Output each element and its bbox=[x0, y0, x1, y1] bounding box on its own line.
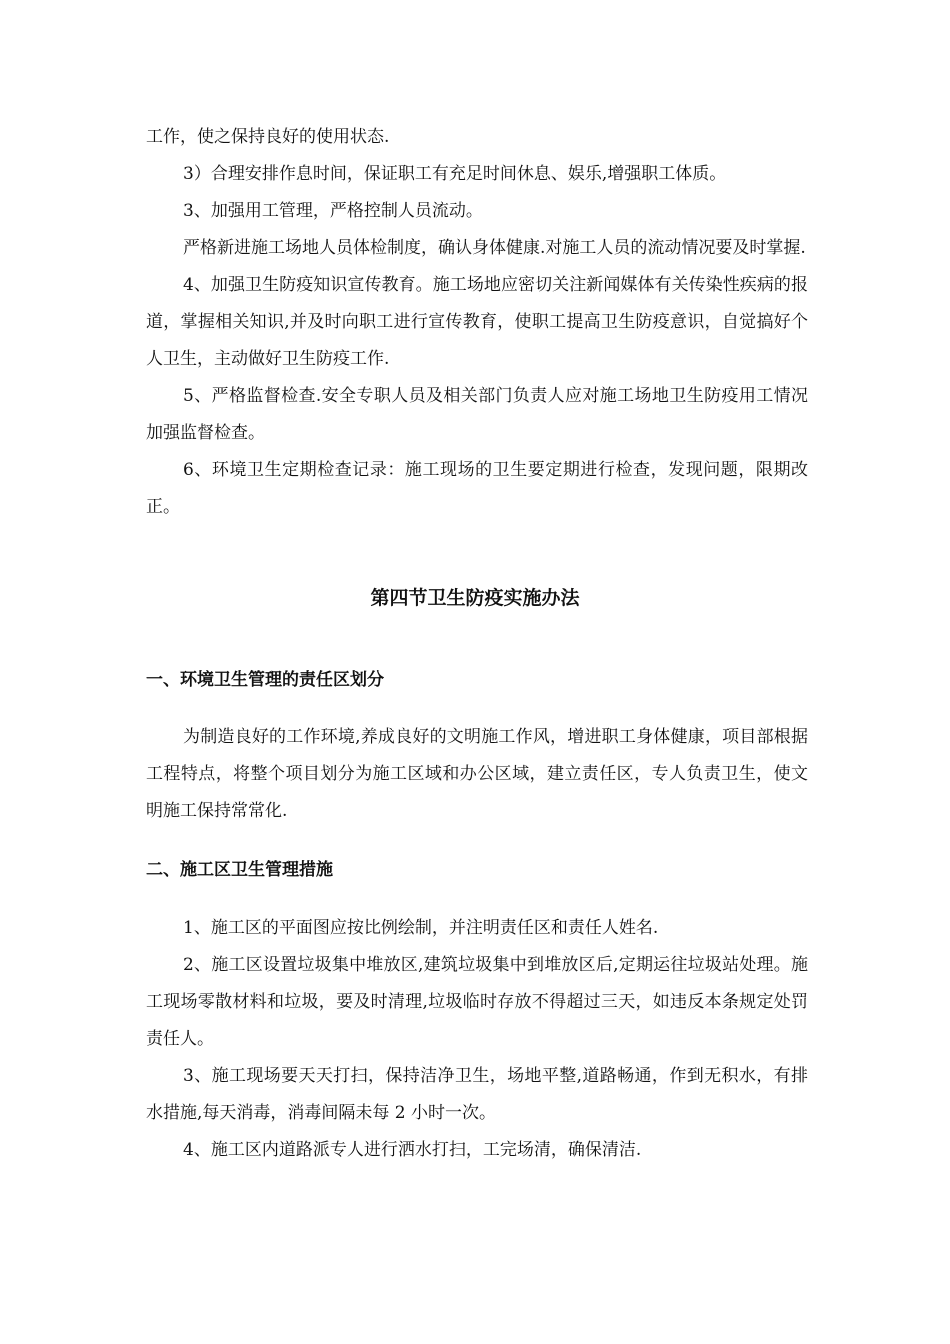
paragraph: 为制造良好的工作环境,养成良好的文明施工作风，增进职工身体健康，项目部根据工程特点，将整个项目划分为施工区域和办公区域，建立责任区，专人负责卫生，使文明施工保持常常化. bbox=[146, 727, 808, 821]
paragraph: 2、施工区设置垃圾集中堆放区,建筑垃圾集中到堆放区后,定期运往垃圾站处理。施工现场零散材料和垃圾，要及时清理,垃圾临时存放不得超过三天，如违反本条规定处罚责任人。 bbox=[146, 955, 808, 1049]
text-block-1 bbox=[146, 119, 808, 526]
section-title: 第四节卫生防疫实施办法 bbox=[370, 587, 580, 609]
paragraph: 工作，使之保持良好的使用状态. bbox=[146, 127, 390, 147]
heading-construction-area: 二、施工区卫生管理措施 bbox=[146, 860, 333, 880]
paragraph: 严格新进施工场地人员体检制度，确认身体健康.对施工人员的流动情况要及时掌握. bbox=[183, 238, 806, 258]
heading-responsibility-zones: 一、环境卫生管理的责任区划分 bbox=[146, 670, 384, 690]
text-block-2 bbox=[146, 719, 808, 830]
paragraph: 6、环境卫生定期检查记录：施工现场的卫生要定期进行检查，发现问题，限期改正。 bbox=[146, 460, 808, 517]
paragraph: 3、加强用工管理，严格控制人员流动。 bbox=[183, 201, 483, 221]
paragraph: 4、加强卫生防疫知识宣传教育。施工场地应密切关注新闻媒体有关传染性疾病的报道，掌握相关知识,并及时向职工进行宣传教育，使职工提高卫生防疫意识，自觉搞好个人卫生，主动做好卫生防疫工作. bbox=[146, 275, 808, 369]
paragraph: 3、施工现场要天天打扫，保持洁净卫生，场地平整,道路畅通，作到无积水，有排水措施,每天消毒，消毒间隔未每 2 小时一次。 bbox=[146, 1066, 808, 1123]
paragraph: 1、施工区的平面图应按比例绘制，并注明责任区和责任人姓名. bbox=[183, 918, 659, 938]
text-block-3 bbox=[146, 910, 808, 1169]
paragraph: 5、严格监督检查.安全专职人员及相关部门负责人应对施工场地卫生防疫用工情况加强监督检查。 bbox=[146, 386, 808, 443]
paragraph: 3）合理安排作息时间，保证职工有充足时间休息、娱乐,增强职工体质。 bbox=[183, 164, 727, 184]
paragraph: 4、施工区内道路派专人进行洒水打扫，工完场清，确保清洁. bbox=[183, 1140, 642, 1160]
